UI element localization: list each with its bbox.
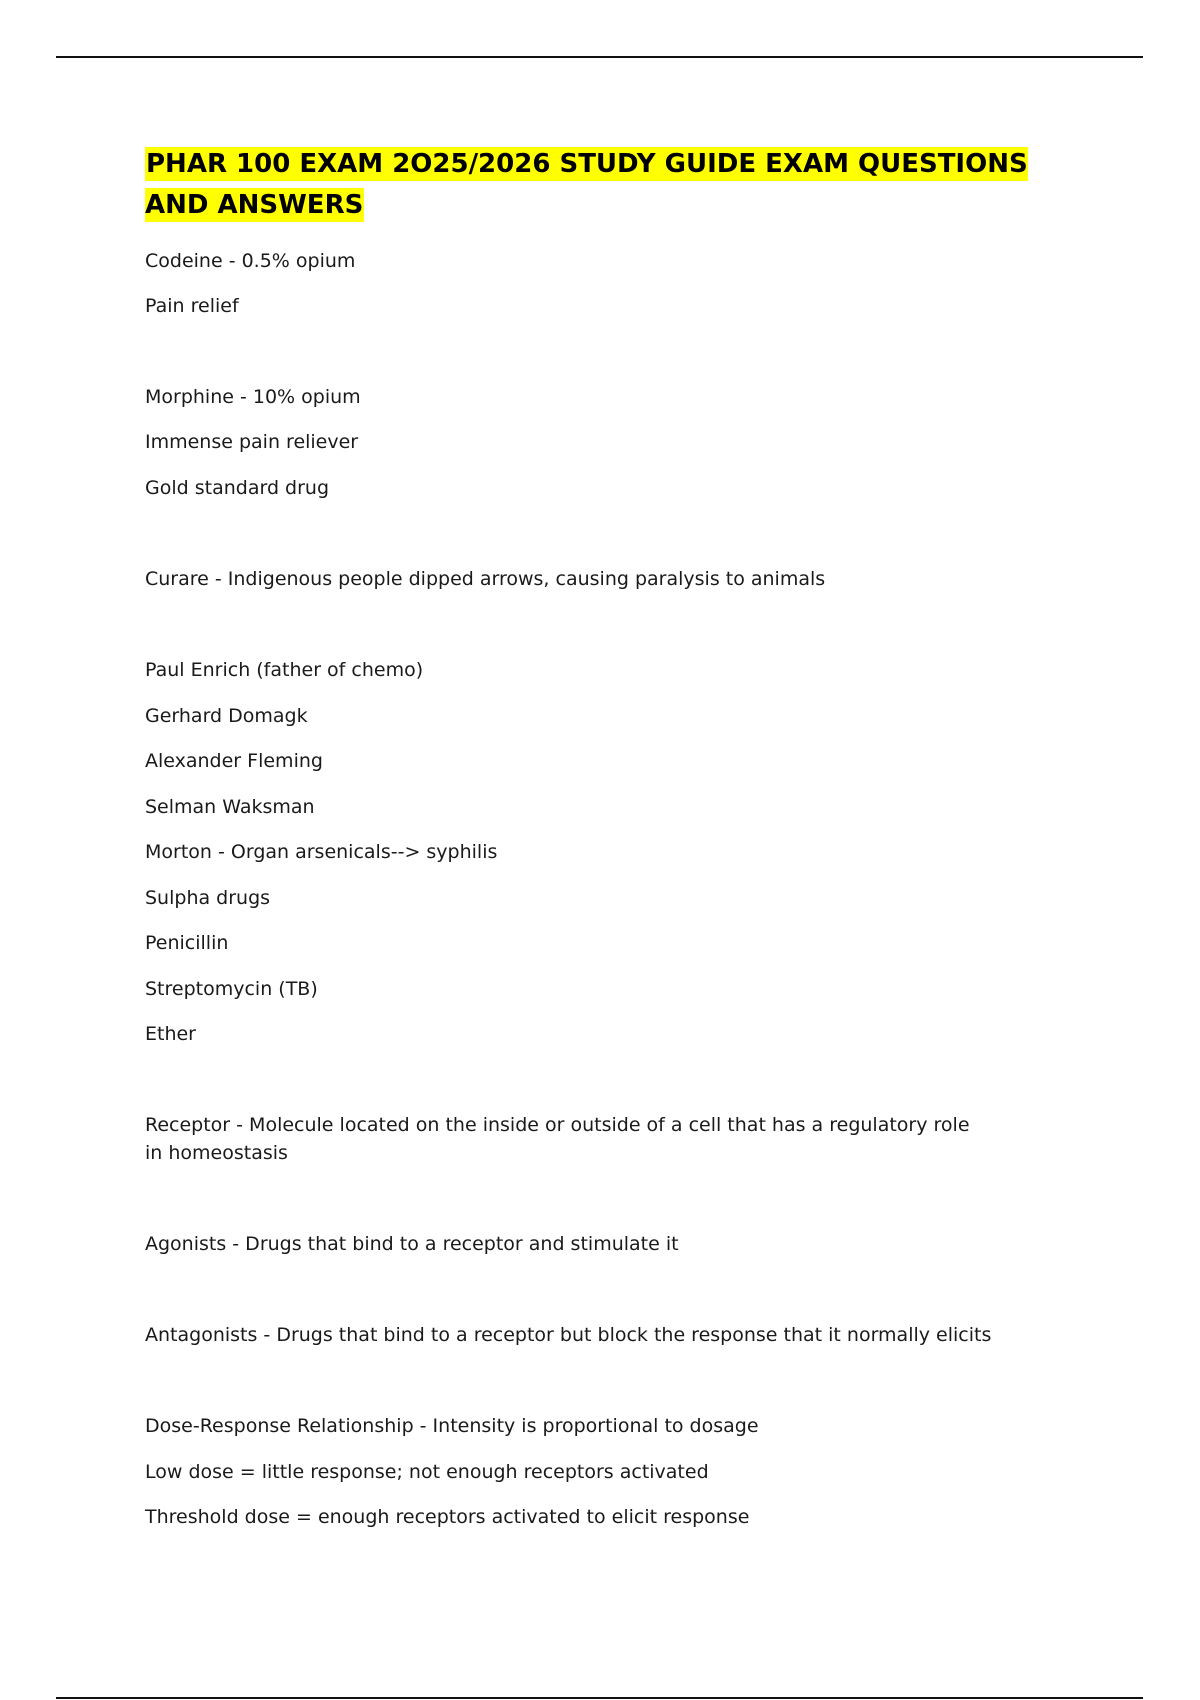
note-line: Pain relief	[145, 295, 239, 317]
document-title	[145, 144, 1045, 226]
note-line: Gerhard Domagk	[145, 705, 308, 727]
note-line: Agonists - Drugs that bind to a receptor and stimulate it	[145, 1233, 679, 1255]
note-line: Antagonists - Drugs that bind to a receptor but block the response that it normally elicits	[145, 1324, 992, 1346]
page-bottom-rule	[56, 1697, 1143, 1699]
note-line: Streptomycin (TB)	[145, 978, 318, 1000]
document-title-text: PHAR 100 EXAM 2O25/2026 STUDY GUIDE EXAM QUESTIONS AND ANSWERS	[145, 149, 1028, 220]
note-line: Threshold dose = enough receptors activated to elicit response	[145, 1506, 750, 1528]
note-line: Penicillin	[145, 932, 229, 954]
note-line: Selman Waksman	[145, 796, 315, 818]
note-line: Morton - Organ arsenicals--> syphilis	[145, 841, 498, 863]
note-line: Morphine - 10% opium	[145, 386, 361, 408]
note-line: Receptor - Molecule located on the inside or outside of a cell that has a regulatory role in homeostasis	[145, 1114, 970, 1164]
note-line: Codeine - 0.5% opium	[145, 250, 356, 272]
note-line: Immense pain reliever	[145, 431, 359, 453]
page-top-rule	[56, 56, 1143, 58]
note-line: Curare - Indigenous people dipped arrows, causing paralysis to animals	[145, 568, 826, 590]
note-line: Paul Enrich (father of chemo)	[145, 659, 424, 681]
note-line: Low dose = little response; not enough receptors activated	[145, 1461, 709, 1483]
note-line: Dose-Response Relationship - Intensity is proportional to dosage	[145, 1415, 759, 1437]
note-line: Alexander Fleming	[145, 750, 323, 772]
note-line: Ether	[145, 1023, 196, 1045]
note-line: Gold standard drug	[145, 477, 330, 499]
note-line: Sulpha drugs	[145, 887, 271, 909]
